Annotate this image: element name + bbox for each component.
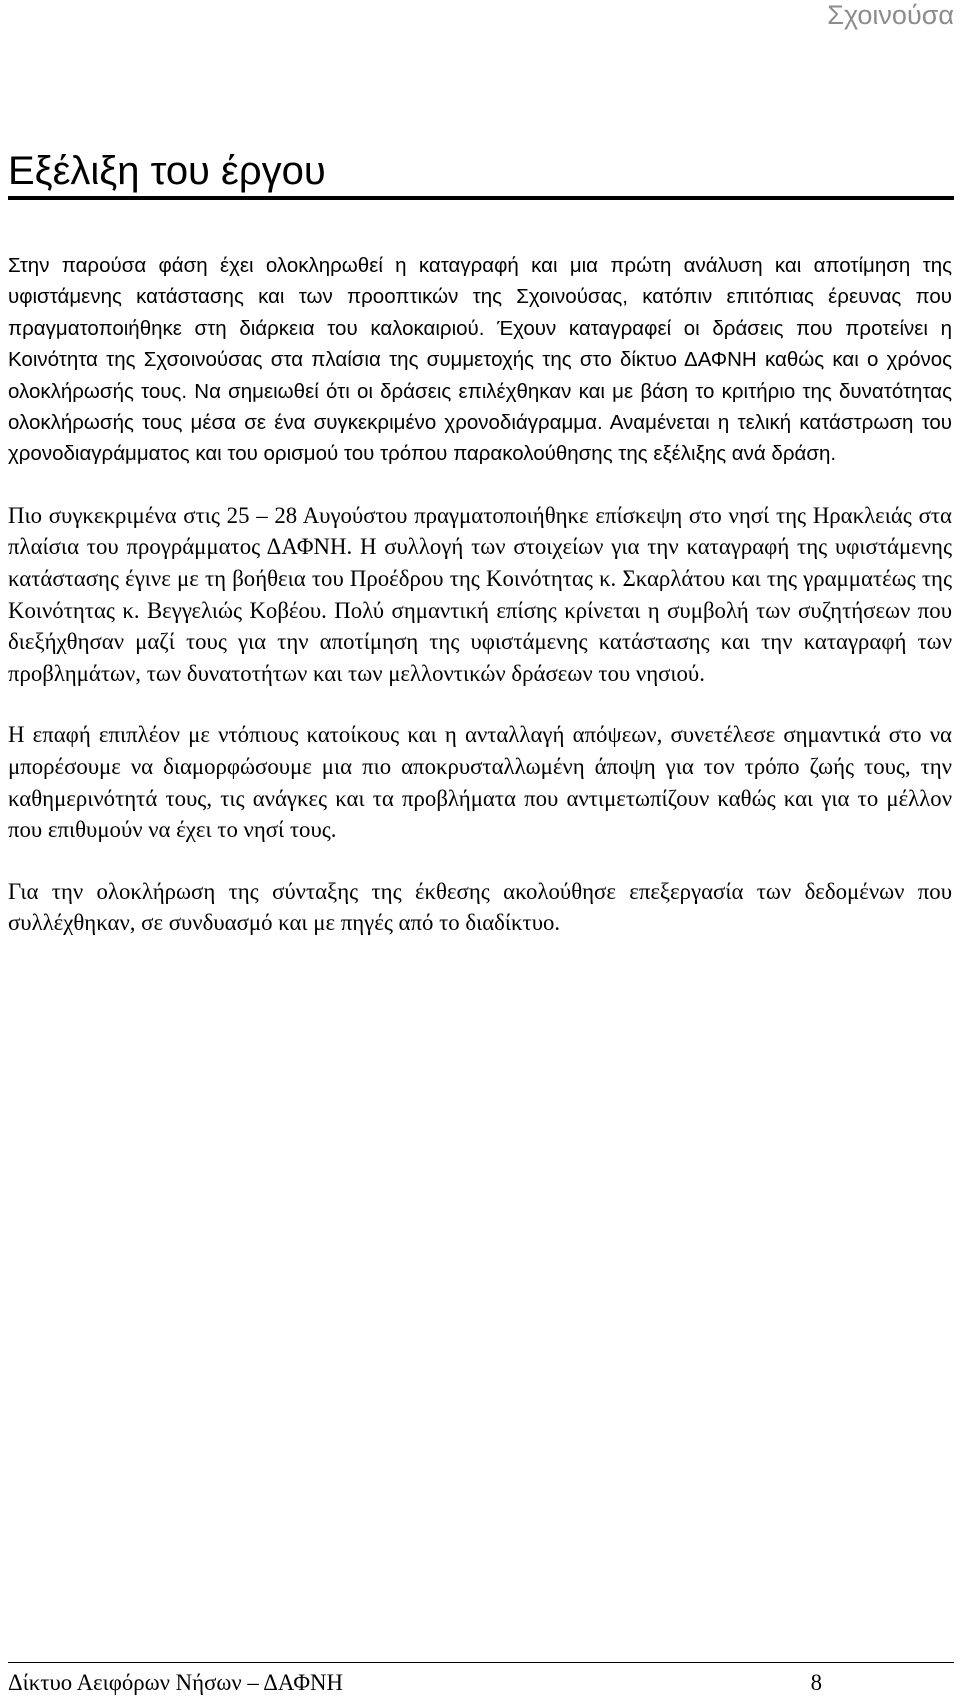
footer-network-name: Δίκτυο Αειφόρων Νήσων – ΔΑΦΝΗ	[8, 1670, 343, 1695]
title-underline	[8, 196, 954, 200]
body-text	[8, 250, 952, 969]
running-header: Σχοινούσα	[827, 0, 954, 30]
footer-divider	[8, 1662, 954, 1663]
page-number: 8	[810, 1670, 822, 1695]
paragraph-current-status: Στην παρούσα φάση έχει ολοκληρωθεί η καταγραφή και μια πρώτη ανάλυση και αποτίμηση της υφιστάμενης κατάστασης και των προοπτικών της Σχοινούσας, κατόπιν επιτόπιας έρευνας που πραγματοποιήθηκε στη διάρκεια του καλοκαιριού. Έχουν καταγραφεί οι δράσεις που προτείνει η Κοινότητα της Σχσοινούσας στα πλαίσια της συμμετοχής της στο δίκτυο ΔΑΦΝΗ καθώς και ο χρόνος ολοκλήρωσής τους. Να σημειωθεί ότι οι δράσεις επιλέχθηκαν και με βάση το κριτήριο της δυνατότητας ολοκλήρωσής τους μέσα σε ένα συγκεκριμένο χρονοδιάγραμμα. Αναμένεται η τελική κατάστρωση του χρονοδιαγράμματος και του ορισμού του τρόπου παρακολούθησης της εξέλιξης ανά δράση.	[8, 254, 952, 466]
section-title: Εξέλιξη του έργου	[8, 149, 326, 193]
paragraph-data-processing: Για την ολοκλήρωση της σύνταξης της έκθεσης ακολούθησε επεξεργασία των δεδομένων που συλλέχθηκαν, σε συνδυασμό και με πηγές από το διαδίκτυο.	[8, 878, 952, 936]
paragraph-site-visit: Πιο συγκεκριμένα στις 25 – 28 Αυγούστου πραγματοποιήθηκε επίσκεψη στο νησί της Ηρακλειάς στα πλαίσια του προγράμματος ΔΑΦΝΗ. Η συλλογή των στοιχείων για την καταγραφή της υφιστάμενης κατάστασης έγινε με τη βοήθεια του Προέδρου της Κοινότητας κ. Σκαρλάτου και της γραμματέως της Κοινότητας κ. Βεγγελιώς Κοβέου. Πολύ σημαντική επίσης κρίνεται η συμβολή των συζητήσεων που διεξήχθησαν μαζί τους για την αποτίμηση της υφιστάμενης κατάστασης και την καταγραφή των προβλημάτων, των δυνατοτήτων και των μελλοντικών δράσεων του νησιού.	[8, 502, 952, 686]
paragraph-local-contacts: Η επαφή επιπλέον με ντόπιους κατοίκους και η ανταλλαγή απόψεων, συνετέλεσε σημαντικά στο να μπορέσουμε να διαμορφώσουμε μια πιο αποκρυσταλλωμένη άποψη για τον τρόπο ζωής τους, την καθημερινότητά τους, τις ανάγκες και τα προβλήματα που αντιμετωπίζουν καθώς και για το μέλλον που επιθυμούν να έχει το νησί τους.	[8, 722, 952, 843]
